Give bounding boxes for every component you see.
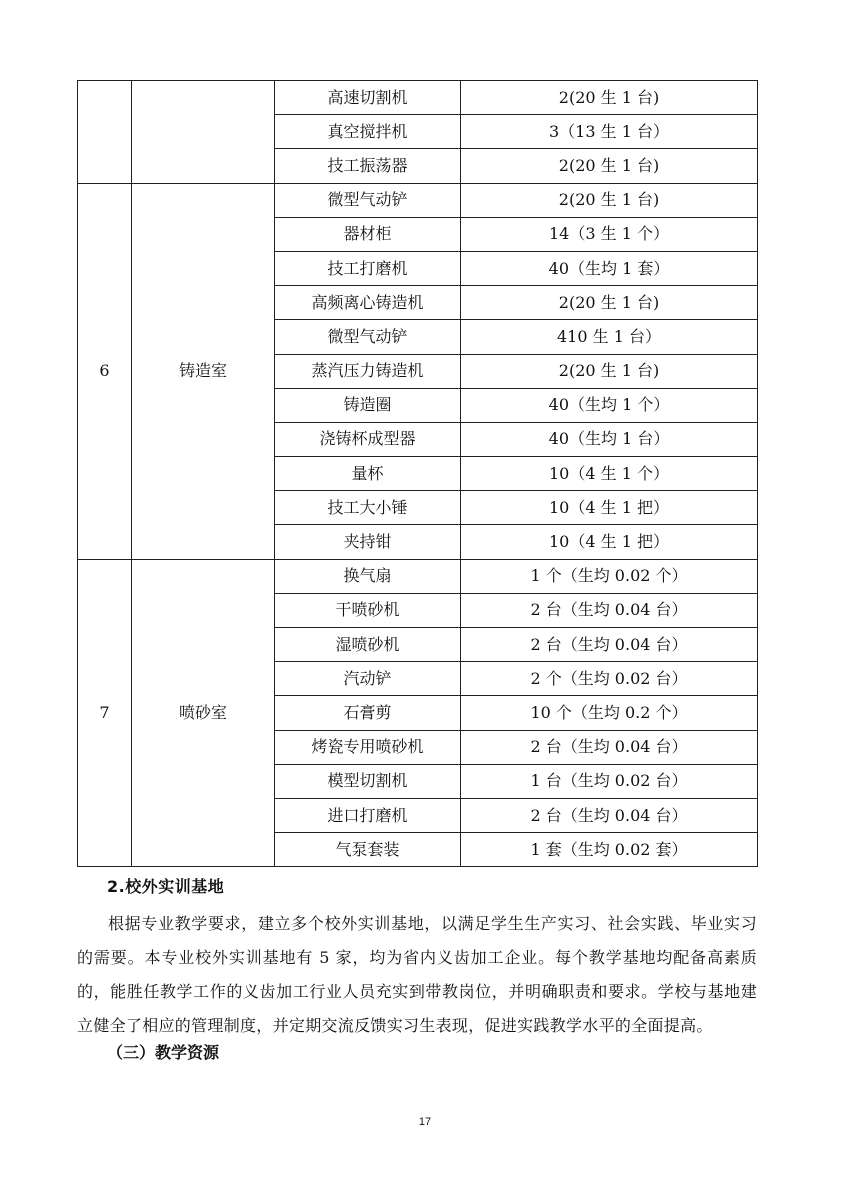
quantity-cell: 1 套（生均 0.02 套） (461, 833, 758, 867)
device-cell: 干喷砂机 (275, 593, 461, 627)
section-title: （三）教学资源 (107, 1043, 220, 1062)
body-paragraph: 根据专业教学要求，建立多个校外实训基地，以满足学生生产实习、社会实践、毕业实习的需要。本专业校外实训基地有 5 家，均为省内义齿加工企业。每个教学基地均配备高素质的，能胜任教学工作的义齿加工行业人员充实到带教岗位，并明确职责和要求。学校与基地建立健全了相应的管理制度，并定期交流反馈实习生表现，促进实践教学水平的全面提高。 (77, 914, 757, 1035)
device-cell: 浇铸杯成型器 (275, 422, 461, 456)
device-cell: 技工振荡器 (275, 149, 461, 183)
room-cell (132, 81, 275, 184)
page-number: 17 (418, 1116, 432, 1128)
quantity-cell: 2(20 生 1 台) (461, 149, 758, 183)
room-cell: 铸造室 (132, 183, 275, 559)
device-cell: 微型气动铲 (275, 320, 461, 354)
quantity-cell: 2 台（生均 0.04 台） (461, 593, 758, 627)
equipment-table (77, 80, 758, 867)
device-cell: 铸造圈 (275, 388, 461, 422)
quantity-cell: 14（3 生 1 个） (461, 217, 758, 251)
row-number-cell: 6 (78, 183, 132, 559)
device-cell: 技工大小锤 (275, 491, 461, 525)
quantity-cell: 10（4 生 1 个） (461, 457, 758, 491)
device-cell: 进口打磨机 (275, 798, 461, 832)
quantity-cell: 2 个（生均 0.02 台） (461, 662, 758, 696)
device-cell: 微型气动铲 (275, 183, 461, 217)
quantity-cell: 2(20 生 1 台) (461, 286, 758, 320)
device-cell: 高速切割机 (275, 81, 461, 115)
quantity-cell: 2 台（生均 0.04 台） (461, 730, 758, 764)
quantity-cell: 10（4 生 1 把） (461, 525, 758, 559)
device-cell: 夹持钳 (275, 525, 461, 559)
device-cell: 湿喷砂机 (275, 628, 461, 662)
quantity-cell: 10（4 生 1 把） (461, 491, 758, 525)
device-cell: 真空搅拌机 (275, 115, 461, 149)
quantity-cell: 3（13 生 1 台） (461, 115, 758, 149)
quantity-cell: 1 台（生均 0.02 台） (461, 764, 758, 798)
quantity-cell: 40（生均 1 套） (461, 251, 758, 285)
device-cell: 器材柜 (275, 217, 461, 251)
quantity-cell: 2 台（生均 0.04 台） (461, 628, 758, 662)
device-cell: 蒸汽压力铸造机 (275, 354, 461, 388)
device-cell: 模型切割机 (275, 764, 461, 798)
device-cell: 量杯 (275, 457, 461, 491)
table-row (78, 183, 758, 217)
device-cell: 烤瓷专用喷砂机 (275, 730, 461, 764)
room-cell: 喷砂室 (132, 559, 275, 867)
quantity-cell: 1 个（生均 0.02 个） (461, 559, 758, 593)
table-row (78, 559, 758, 593)
subsection-heading: 2.校外实训基地 (107, 877, 225, 896)
quantity-cell: 410 生 1 台） (461, 320, 758, 354)
device-cell: 技工打磨机 (275, 251, 461, 285)
quantity-cell: 2(20 生 1 台) (461, 81, 758, 115)
row-number-cell: 7 (78, 559, 132, 867)
quantity-cell: 2 台（生均 0.04 台） (461, 798, 758, 832)
quantity-cell: 2(20 生 1 台) (461, 354, 758, 388)
device-cell: 石膏剪 (275, 696, 461, 730)
table-row (78, 81, 758, 115)
quantity-cell: 40（生均 1 个） (461, 388, 758, 422)
quantity-cell: 2(20 生 1 台) (461, 183, 758, 217)
device-cell: 换气扇 (275, 559, 461, 593)
device-cell: 汽动铲 (275, 662, 461, 696)
row-number-cell (78, 81, 132, 184)
device-cell: 高频离心铸造机 (275, 286, 461, 320)
quantity-cell: 10 个（生均 0.2 个） (461, 696, 758, 730)
quantity-cell: 40（生均 1 台） (461, 422, 758, 456)
device-cell: 气泵套装 (275, 833, 461, 867)
